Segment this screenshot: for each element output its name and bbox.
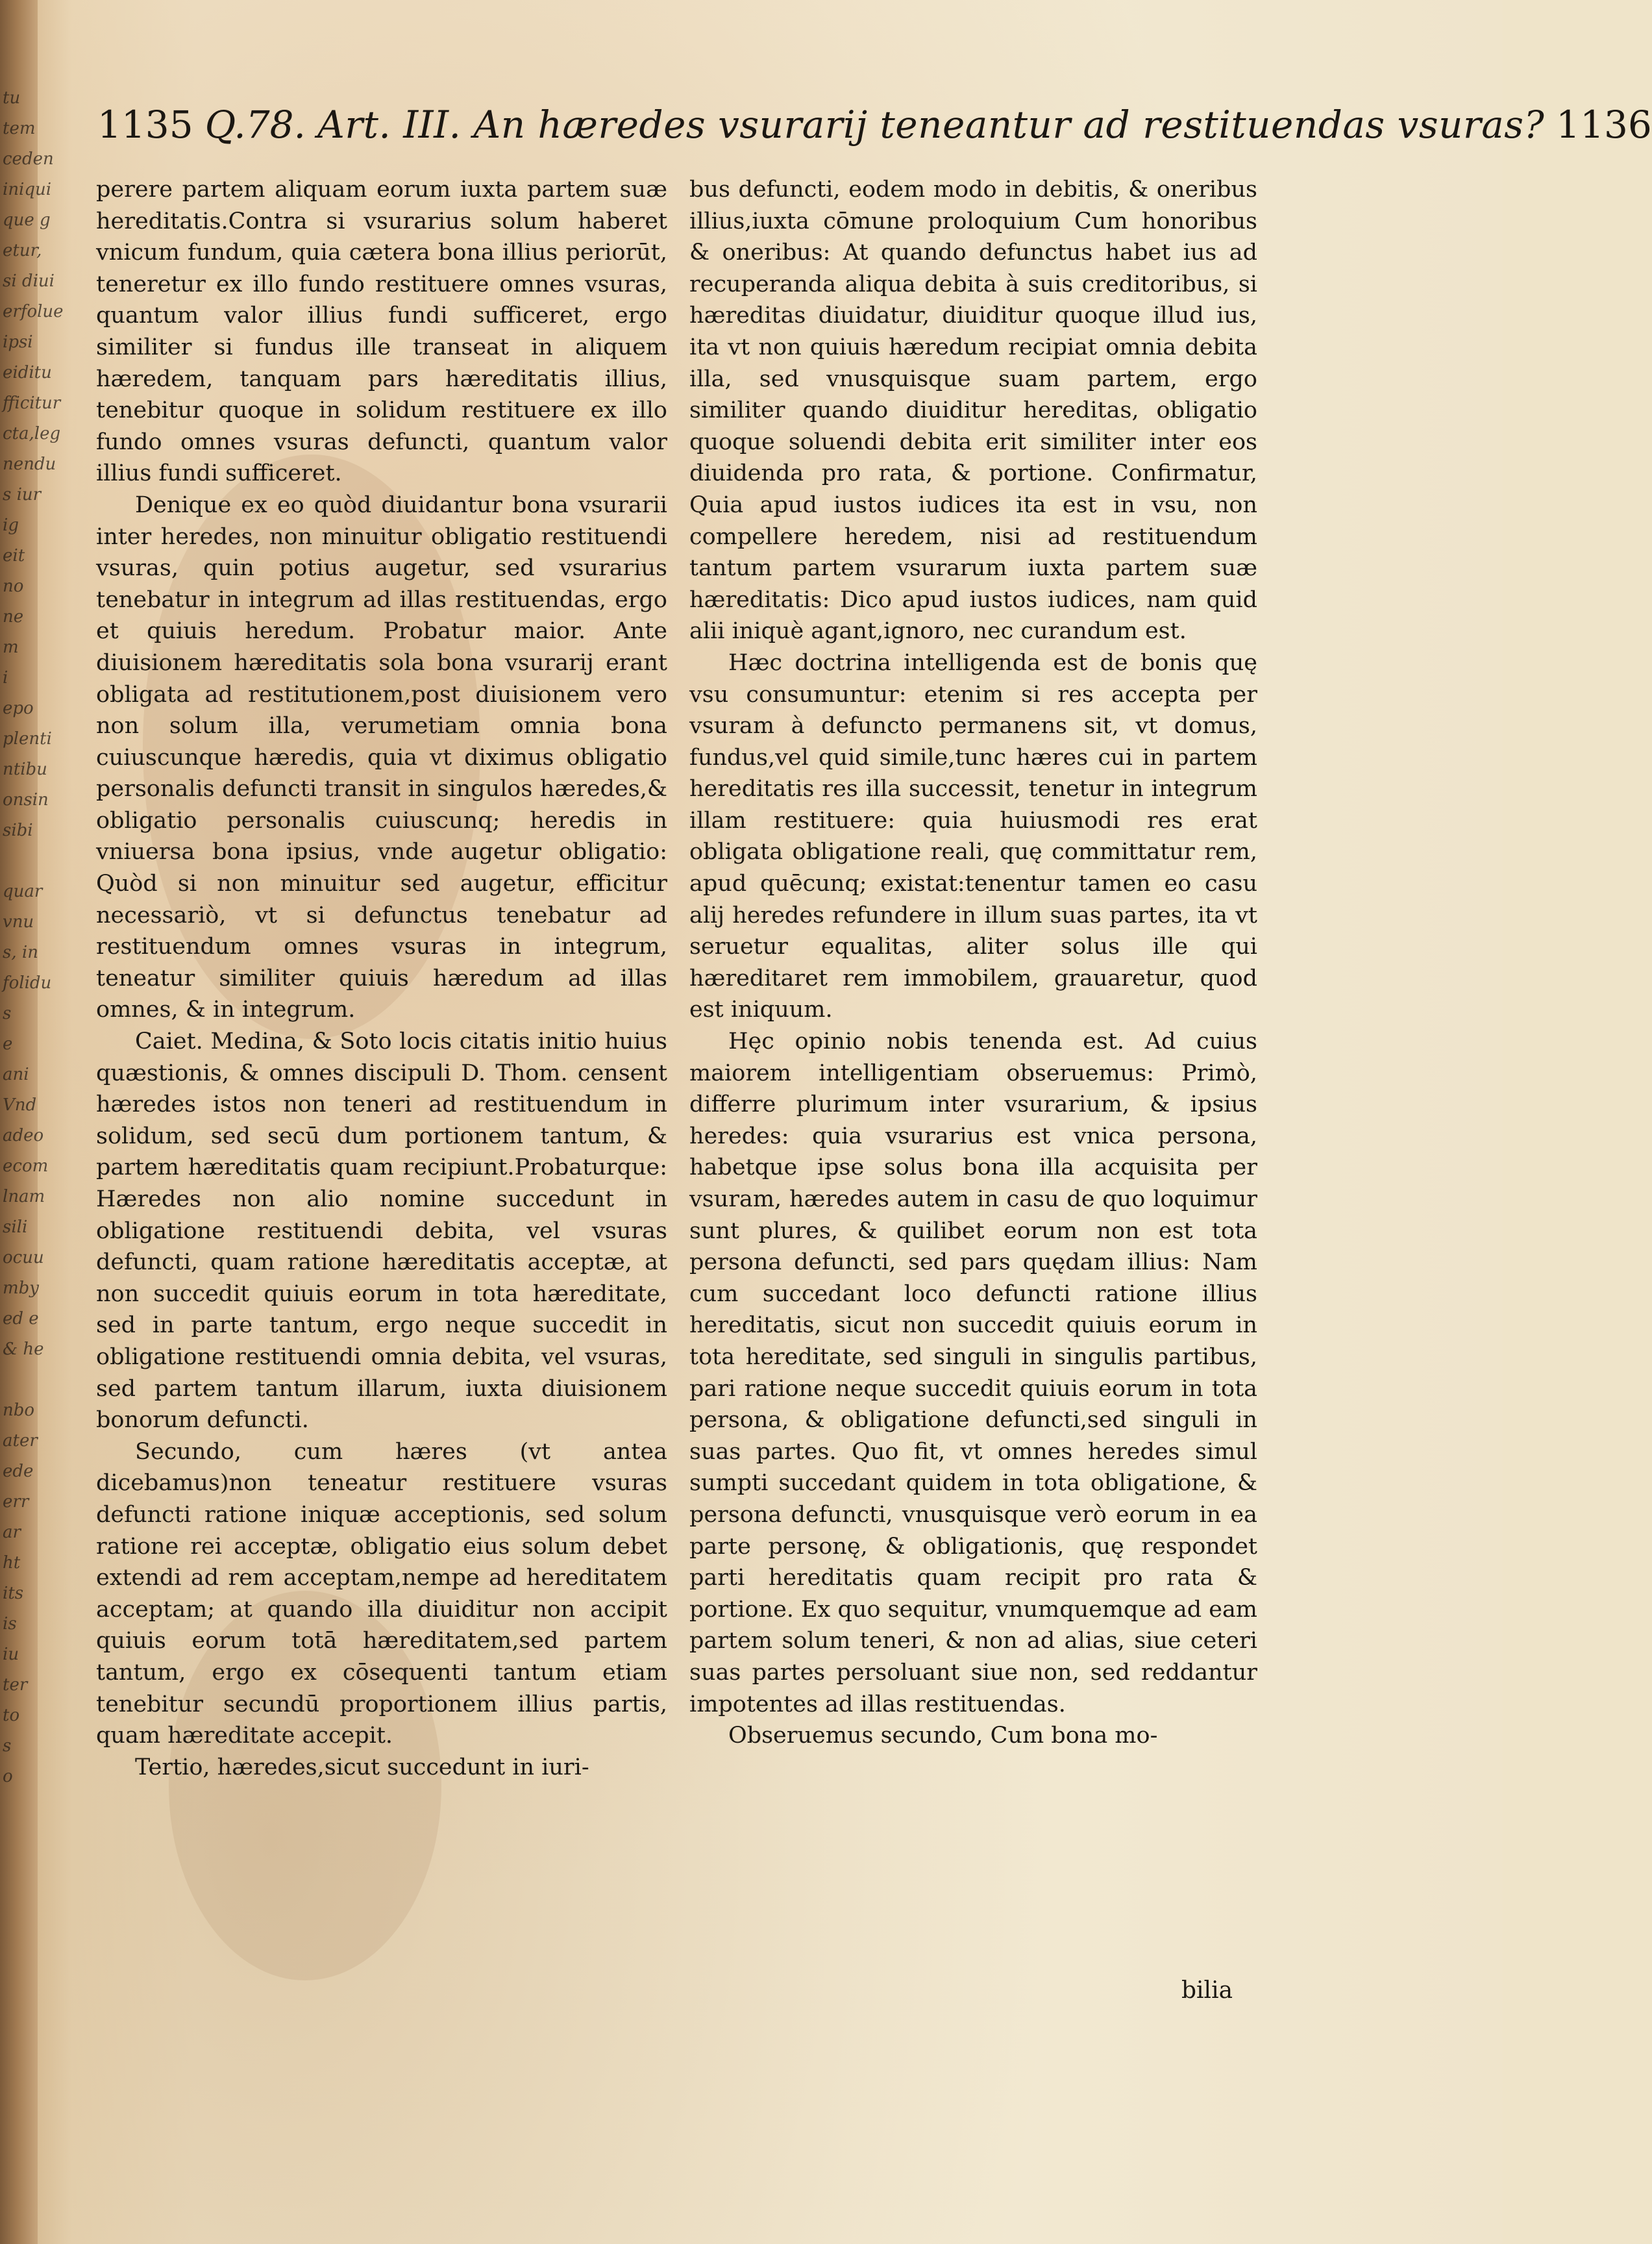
margin-fragment: nendu: [3, 455, 56, 474]
margin-fragment: ne: [3, 607, 24, 627]
margin-fragment: Vnd: [3, 1095, 37, 1115]
paragraph: perere partem aliquam eorum iuxta partem suæ hereditatis.Contra si vsurarius solum haberet vnicum fundum, quia cætera bona illius periorūt, teneretur ex illo fundo restituere omnes vsuras, quantum valor illius fundi sufficeret, ergo similiter si fundus ille transeat in aliquem hæredem, tanquam pars hæreditatis illius, tenebitur quoque in solidum restituere ex illo fundo omnes vsuras defuncti, quantum valor illius fundi sufficeret.: [96, 177, 667, 487]
article-title: Art. III. An hæredes vsurarij teneantur ad restituendas vsuras?: [317, 103, 1545, 147]
margin-fragment: folidu: [3, 973, 52, 993]
margin-fragment: iniqui: [3, 180, 52, 199]
paragraph: Secundo, cum hæres (vt antea dicebamus)non teneatur restituere vsuras defuncti ratione iniquæ acceptionis, sed solum ratione rei acceptæ, obligatio eius solum debet extendi ad rem acceptam,nempe ad hereditatem acceptam; at quando illa diuiditur non accipit quiuis eorum totā hæreditatem,sed partem tantum, ergo ex cōsequenti tantum etiam tenebitur secundū proportionem illius partis, quam hæreditate accepit.: [96, 1438, 667, 1749]
margin-fragment: vnu: [3, 912, 34, 932]
margin-fragment: que g: [3, 210, 51, 230]
margin-fragment: ecom: [3, 1156, 49, 1176]
paragraph: Obseruemus secundo, Cum bona mo-: [728, 1723, 1158, 1749]
left-text-column: [96, 174, 667, 1783]
margin-fragment: etur,: [3, 241, 42, 260]
margin-fragment: adeo: [3, 1126, 44, 1145]
paragraph: Hęc opinio nobis tenenda est. Ad cuius maiorem intelligentiam obseruemus: Primò, differre plurimum inter vsurarium, & ipsius heredes: quia vsurarius est vnica persona, habetque ipse solus bona illa acquisita per vsuram, hæredes autem in casu de quo loquimur sunt plures, & quilibet eorum non est tota persona defuncti, sed pars quędam illius: Nam cum succedant loco defuncti ratione illius hereditatis, sicut non succedit quiuis eorum in tota hereditate, sed singuli in singulis partibus, pari ratione neque succedit quiuis eorum in tota persona, & obligatione defuncti,sed singuli in suas partes. Quo fit, vt omnes heredes simul sumpti succedant quidem in tota obligatione, & persona defuncti, vnusquisque verò eorum in ea parte personę, & obligationis, quę respondet parti hereditatis quam recipit pro rata & portione. Ex quo sequitur, vnumquemque ad eam partem solum teneri, & non ad alias, siue ceteri suas partes persoluant siue non, sed reddantur impotentes ad illas restituendas.: [689, 1028, 1257, 1717]
margin-fragment: ter: [3, 1675, 28, 1695]
margin-fragment: ed e: [3, 1309, 39, 1328]
margin-fragment: si diui: [3, 271, 55, 291]
margin-fragment: ceden: [3, 149, 54, 169]
margin-fragment: ede: [3, 1462, 34, 1481]
page-number-left: 1135: [97, 103, 193, 147]
margin-fragment: sibi: [3, 821, 33, 840]
margin-fragment: is: [3, 1614, 17, 1634]
margin-fragment: ater: [3, 1431, 38, 1451]
paragraph: Denique ex eo quòd diuidantur bona vsurarii inter heredes, non minuitur obligatio restituendi vsuras, quin potius augetur, sed vsurarius tenebatur in integrum ad illas restituendas, ergo et quiuis heredum. Probatur maior. Ante diuisionem hæreditatis sola bona vsurarij erant obligata ad restitutionem,post diuisionem vero non solum illa, verumetiam omnia bona cuiuscunque hæredis, quia vt diximus obligatio personalis defuncti transit in singulos hæredes,& obligatio personalis cuiuscunq; heredis in vniuersa bona ipsius, vnde augetur obligatio: Quòd si non minuitur sed augetur, efficitur necessariò, vt si defunctus tenebatur ad restituendum omnes vsuras in integrum, teneatur similiter quiuis hæredum ad illas omnes, & in integrum.: [96, 492, 667, 1023]
paragraph: Caiet. Medina, & Soto locis citatis initio huius quæstionis, & omnes discipuli D. Thom. censent hæredes istos non teneri ad restituendum in solidum, sed secū dum portionem tantum, & partem hæreditatis quam recipiunt.Probaturque: Hæredes non alio nomine succedunt in obligatione restituendi debita, vel vsuras defuncti, quam ratione hæreditatis acceptæ, at non succedit quiuis eorum in tota hæreditate, sed in parte tantum, ergo neque succedit in obligatione restituendi omnia debita, vel vsuras, sed partem tantum illarum, iuxta diuisionem bonorum defuncti.: [96, 1028, 667, 1434]
margin-fragment: ani: [3, 1065, 29, 1084]
margin-fragment: ipsi: [3, 332, 33, 352]
facing-page-margin-fragments: [3, 84, 64, 2032]
margin-fragment: tem: [3, 119, 36, 138]
margin-fragment: ar: [3, 1523, 21, 1542]
margin-fragment: tu: [3, 88, 21, 108]
margin-fragment: ntibu: [3, 760, 47, 779]
margin-fragment: err: [3, 1492, 29, 1512]
margin-fragment: nbo: [3, 1401, 35, 1420]
margin-fragment: fficitur: [3, 393, 61, 413]
running-header: [97, 103, 1652, 155]
margin-fragment: s iur: [3, 485, 42, 505]
margin-fragment: quar: [3, 882, 43, 901]
catchword: bilia: [1181, 1977, 1233, 2004]
margin-fragment: plenti: [3, 729, 52, 749]
margin-fragment: i: [3, 668, 8, 688]
margin-fragment: eit: [3, 546, 25, 566]
page-number-right: 1136: [1556, 103, 1652, 147]
paragraph: Hæc doctrina intelligenda est de bonis quę vsu consumuntur: etenim si res accepta per vsuram à defuncto permanens sit, vt domus, fundus,vel quid simile,tunc hæres cui in partem hereditatis res illa successit, tenetur in integrum illam restituere: quia huiusmodi res erat obligata obligatione reali, quę committatur rem, apud quēcunq; existat:tenentur tamen eo casu alij heredes refundere in illum suas partes, ita vt seruetur equalitas, aliter solus ille qui hæreditaret rem immobilem, grauaretur, quod est iniquum.: [689, 649, 1257, 1023]
margin-fragment: m: [3, 638, 19, 657]
question-number: Q.78.: [204, 103, 306, 147]
margin-fragment: s: [3, 1004, 12, 1023]
paragraph: Tertio, hæredes,sicut succedunt in iuri-: [135, 1754, 589, 1780]
margin-fragment: s: [3, 1736, 12, 1756]
margin-fragment: epo: [3, 699, 34, 718]
margin-fragment: ocuu: [3, 1248, 44, 1267]
margin-fragment: [3, 847, 38, 878]
paragraph: bus defuncti, eodem modo in debitis, & oneribus illius,iuxta cōmune proloquium Cum honoribus & oneribus: At quando defunctus habet ius ad recuperanda aliqua debita à suis creditoribus, si hæreditas diuidatur, diuiditur quoque illud ius, ita vt non quiuis hæredum recipiat omnia debita illa, sed vnusquisque suam partem, ergo similiter quando diuiditur hereditas, obligatio quoque soluendi debita erit similiter inter eos diuidenda pro rata, & portione. Confirmatur, Quia apud iustos iudices ita est in vsu, non compellere heredem, nisi ad restituendum tantum partem vsurarum iuxta partem suæ hæreditatis: Dico apud iustos iudices, nam quid alii iniquè agant,ignoro, nec curandum est.: [689, 177, 1257, 645]
margin-fragment: lnam: [3, 1187, 45, 1206]
margin-fragment: onsin: [3, 790, 49, 810]
margin-fragment: its: [3, 1584, 24, 1603]
margin-fragment: eiditu: [3, 363, 52, 382]
margin-fragment: cta,leg: [3, 424, 61, 443]
margin-fragment: e: [3, 1034, 13, 1054]
margin-fragment: o: [3, 1767, 13, 1786]
margin-fragment: s, in: [3, 943, 38, 962]
margin-fragment: to: [3, 1706, 20, 1725]
margin-fragment: ht: [3, 1553, 21, 1573]
right-text-column: [689, 174, 1257, 1752]
margin-fragment: no: [3, 577, 24, 596]
margin-fragment: & he: [3, 1340, 44, 1359]
margin-fragment: ig: [3, 516, 19, 535]
margin-fragment: sili: [3, 1217, 28, 1237]
margin-fragment: mby: [3, 1278, 39, 1298]
margin-fragment: iu: [3, 1645, 19, 1664]
margin-fragment: erfolue: [3, 302, 64, 321]
margin-fragment: [3, 1366, 38, 1397]
